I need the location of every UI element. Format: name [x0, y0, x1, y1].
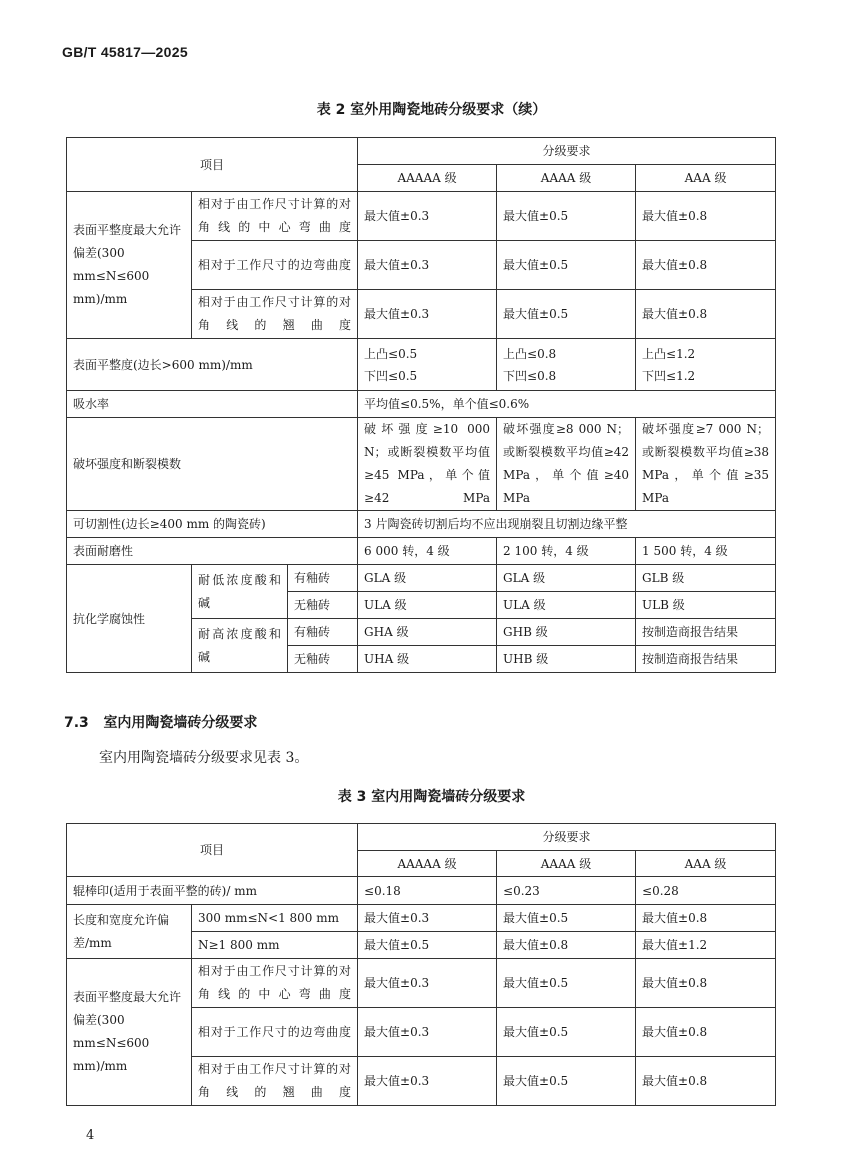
- table2-cell: [636, 339, 776, 391]
- table2-flat-row-name: 相对于工作尺寸的边弯曲度: [192, 241, 358, 290]
- table2-cell: 最大值±0.8: [636, 241, 776, 290]
- table2-water-value: 平均值≤0.5%，单个值≤0.6%: [358, 391, 776, 418]
- table2: [66, 137, 776, 673]
- table2-cell: 1 500 转，4 级: [636, 538, 776, 565]
- concave-value: 下凹≤0.5: [364, 368, 418, 383]
- table2-grade-aaaaa: AAAAA 级: [358, 165, 497, 192]
- table2-strength-label: 破坏强度和断裂模数: [67, 418, 358, 511]
- table3-cell: 最大值±0.8: [497, 932, 636, 959]
- table3-cell: ≤0.23: [497, 877, 636, 905]
- concave-value: 下凹≤1.2: [642, 368, 696, 383]
- table3-caption: 表 3 室内用陶瓷墙砖分级要求: [337, 789, 526, 805]
- convex-value: 上凸≤0.8: [503, 346, 557, 361]
- unglazed-label: 无釉砖: [288, 592, 358, 619]
- table3-cell: 最大值±0.8: [636, 905, 776, 932]
- page-number: 4: [86, 1128, 95, 1143]
- unglazed-label: 无釉砖: [288, 646, 358, 673]
- table2-cell: 破坏强度≥8 000 N；或断裂模数平均值≥42 MPa，单个值≥40 MPa: [497, 418, 636, 511]
- table2-wear-label: 表面耐磨性: [67, 538, 358, 565]
- table2-cell: 最大值±0.3: [358, 241, 497, 290]
- table2-cell: 最大值±0.8: [636, 290, 776, 339]
- table2-cell: 6 000 转，4 级: [358, 538, 497, 565]
- table3-cell: 最大值±1.2: [636, 932, 776, 959]
- table2-flat-row-name: 相对于由工作尺寸计算的对角线的翘曲度: [192, 290, 358, 339]
- table2-cell: 最大值±0.5: [497, 290, 636, 339]
- table2-grade-aaa: AAA 级: [636, 165, 776, 192]
- table2-cell: ULA 级: [358, 592, 497, 619]
- section-heading: [64, 712, 257, 732]
- table2-cut-label: 可切割性(边长≥400 mm 的陶瓷砖): [67, 511, 358, 538]
- glazed-label: 有釉砖: [288, 565, 358, 592]
- table2-cell: 破坏强度≥10 000 N；或断裂模数平均值≥45 MPa，单个值≥42 MPa: [358, 418, 497, 511]
- table3-req-header: 分级要求: [358, 824, 776, 851]
- table2-chem-low: 耐低浓度酸和碱: [192, 565, 288, 619]
- table3-item-header: 项目: [67, 824, 358, 877]
- table2-cell: [497, 339, 636, 391]
- table2-cell: UHA 级: [358, 646, 497, 673]
- table3-flat-row-name: 相对于由工作尺寸计算的对角线的中心弯曲度: [192, 959, 358, 1008]
- table2-cell: 最大值±0.3: [358, 192, 497, 241]
- table2-cell: GHA 级: [358, 619, 497, 646]
- section-number: 7.3: [64, 715, 89, 731]
- table2-cell: GLB 级: [636, 565, 776, 592]
- table3-cell: 最大值±0.5: [497, 1057, 636, 1106]
- table3-cell: 最大值±0.5: [497, 905, 636, 932]
- table3-cell: 最大值±0.8: [636, 1057, 776, 1106]
- table3-size-row-name: 300 mm≤N<1 800 mm: [192, 905, 358, 932]
- table3-cell: ≤0.18: [358, 877, 497, 905]
- table3-grade-aaaa: AAAA 级: [497, 851, 636, 877]
- table3-grade-aaa: AAA 级: [636, 851, 776, 877]
- table3-cell: 最大值±0.8: [636, 959, 776, 1008]
- table2-cut-value: 3 片陶瓷砖切割后均不应出现崩裂且切割边缘平整: [358, 511, 776, 538]
- table2-grade-aaaa: AAAA 级: [497, 165, 636, 192]
- convex-value: 上凸≤1.2: [642, 346, 696, 361]
- table2-cell: GLA 级: [497, 565, 636, 592]
- table3-cell: 最大值±0.3: [358, 1057, 497, 1106]
- table2-cell: UHB 级: [497, 646, 636, 673]
- concave-value: 下凹≤0.8: [503, 368, 557, 383]
- table2-chem-high: 耐高浓度酸和碱: [192, 619, 288, 673]
- section-title: 室内用陶瓷墙砖分级要求: [103, 715, 258, 731]
- table3: [66, 823, 776, 1106]
- table3-size-label: 长度和宽度允许偏差/mm: [67, 905, 192, 959]
- table3-grade-aaaaa: AAAAA 级: [358, 851, 497, 877]
- table2-cell: 最大值±0.5: [497, 241, 636, 290]
- table3-cell: 最大值±0.3: [358, 1008, 497, 1057]
- table3-cell: 最大值±0.5: [497, 959, 636, 1008]
- table2-water-label: 吸水率: [67, 391, 358, 418]
- table3-cell: 最大值±0.5: [358, 932, 497, 959]
- table2-item-header: 项目: [67, 138, 358, 192]
- table2-cell: GLA 级: [358, 565, 497, 592]
- table2-cell: GHB 级: [497, 619, 636, 646]
- table3-flatness-label: 表面平整度最大允许偏差(300 mm≤N≤600 mm)/mm: [67, 959, 192, 1106]
- table2-chem-label: 抗化学腐蚀性: [67, 565, 192, 673]
- table2-cell: 破坏强度≥7 000 N；或断裂模数平均值≥38 MPa，单个值≥35 MPa: [636, 418, 776, 511]
- table2-caption: 表 2 室外用陶瓷地砖分级要求（续）: [316, 102, 547, 118]
- table2-cell: 最大值±0.8: [636, 192, 776, 241]
- table2-flatness-large-label: 表面平整度(边长>600 mm)/mm: [67, 339, 358, 391]
- table2-flatness-label: 表面平整度最大允许偏差(300 mm≤N≤600 mm)/mm: [67, 192, 192, 339]
- table2-cell: 最大值±0.5: [497, 192, 636, 241]
- table2-cell: ULA 级: [497, 592, 636, 619]
- glazed-label: 有釉砖: [288, 619, 358, 646]
- table3-size-row-name: N≥1 800 mm: [192, 932, 358, 959]
- table3-cell: ≤0.28: [636, 877, 776, 905]
- table2-cell: 最大值±0.3: [358, 290, 497, 339]
- table2-flat-row-name: 相对于由工作尺寸计算的对角线的中心弯曲度: [192, 192, 358, 241]
- table3-cell: 最大值±0.3: [358, 905, 497, 932]
- table2-cell: ULB 级: [636, 592, 776, 619]
- table2-cell: 2 100 转，4 级: [497, 538, 636, 565]
- table3-flat-row-name: 相对于由工作尺寸计算的对角线的翘曲度: [192, 1057, 358, 1106]
- table2-cell: 按制造商报告结果: [636, 646, 776, 673]
- body-paragraph: 室内用陶瓷墙砖分级要求见表 3。: [99, 750, 309, 766]
- table2-cell: 按制造商报告结果: [636, 619, 776, 646]
- table2-cell: [358, 339, 497, 391]
- table3-cell: 最大值±0.8: [636, 1008, 776, 1057]
- table3-cell: 最大值±0.3: [358, 959, 497, 1008]
- convex-value: 上凸≤0.5: [364, 346, 418, 361]
- standard-code: GB/T 45817—2025: [62, 44, 188, 60]
- table3-roller-label: 辊棒印(适用于表面平整的砖)/ mm: [67, 877, 358, 905]
- table3-cell: 最大值±0.5: [497, 1008, 636, 1057]
- table2-req-header: 分级要求: [358, 138, 776, 165]
- table3-flat-row-name: 相对于工作尺寸的边弯曲度: [192, 1008, 358, 1057]
